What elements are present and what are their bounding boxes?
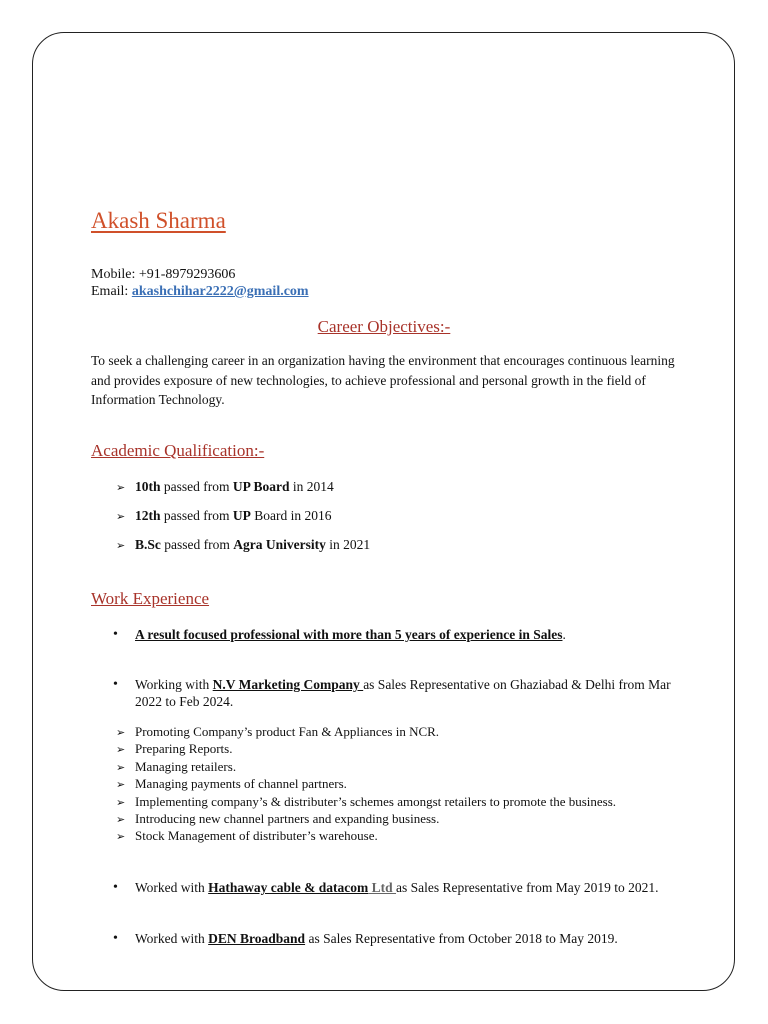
responsibility-item: ➢ Managing payments of channel partners.: [116, 776, 616, 793]
arrow-bullet-icon: ➢: [116, 744, 126, 757]
academic-qualification-heading: Academic Qualification:-: [91, 441, 265, 460]
contact-block: [91, 266, 309, 300]
mobile-label: Mobile:: [91, 267, 139, 282]
responsibility-item: ➢ Introducing new channel partners and expanding business.: [116, 811, 616, 828]
responsibility-item: ➢ Managing retailers.: [116, 759, 616, 776]
arrow-bullet-icon: ➢: [116, 796, 126, 809]
work-summary: A result focused professional with more than 5 years of experience in Sales: [135, 627, 563, 642]
bullet-dot-icon: •: [113, 677, 118, 692]
career-objective-text: To seek a challenging career in an organization having the environment that encourages continuous learning and provides exposure of new technologies, to achieve professional and personal growth in the field of Information Technology.: [91, 353, 675, 407]
academic-item: ➢ 12th passed from UP Board in 2016: [116, 508, 332, 523]
bullet-dot-icon: •: [113, 880, 118, 895]
responsibilities-list: [116, 724, 616, 846]
arrow-bullet-icon: ➢: [116, 814, 126, 827]
arrow-bullet-icon: ➢: [116, 727, 126, 739]
arrow-bullet-icon: ➢: [116, 779, 126, 792]
email-line: [91, 283, 309, 300]
company-name: N.V Marketing Company: [212, 677, 364, 692]
mobile-number: +91-8979293606: [138, 267, 236, 282]
company-name: Hathaway cable & datacom: [208, 880, 369, 895]
candidate-name: Akash Sharma: [91, 208, 226, 233]
arrow-bullet-icon: ➢: [116, 831, 126, 844]
academic-item: ➢ 10th passed from UP Board in 2014: [116, 479, 334, 494]
arrow-bullet-icon: ➢: [116, 761, 126, 774]
arrow-bullet-icon: ➢: [116, 540, 126, 552]
responsibility-item: ➢ Promoting Company’s product Fan & Appliances in NCR.: [116, 724, 616, 741]
responsibility-item: ➢ Implementing company’s & distributer’s schemes amongst retailers to promote the business.: [116, 794, 616, 811]
arrow-bullet-icon: ➢: [116, 482, 126, 494]
email-link[interactable]: akashchihar2222@gmail.com: [131, 284, 309, 299]
bullet-dot-icon: •: [113, 931, 118, 946]
responsibility-item: ➢ Stock Management of distributer’s warehouse.: [116, 828, 616, 845]
responsibility-item: ➢ Preparing Reports.: [116, 741, 616, 758]
arrow-bullet-icon: ➢: [116, 511, 126, 523]
academic-item: ➢ B.Sc passed from Agra University in 2021: [116, 537, 371, 552]
bullet-dot-icon: •: [113, 627, 118, 642]
work-experience-heading: Work Experience: [91, 589, 210, 608]
company-name: DEN Broadband: [208, 931, 306, 946]
email-label: Email:: [91, 284, 132, 299]
career-objectives-heading: Career Objectives:-: [317, 317, 451, 336]
mobile-line: [91, 266, 309, 283]
